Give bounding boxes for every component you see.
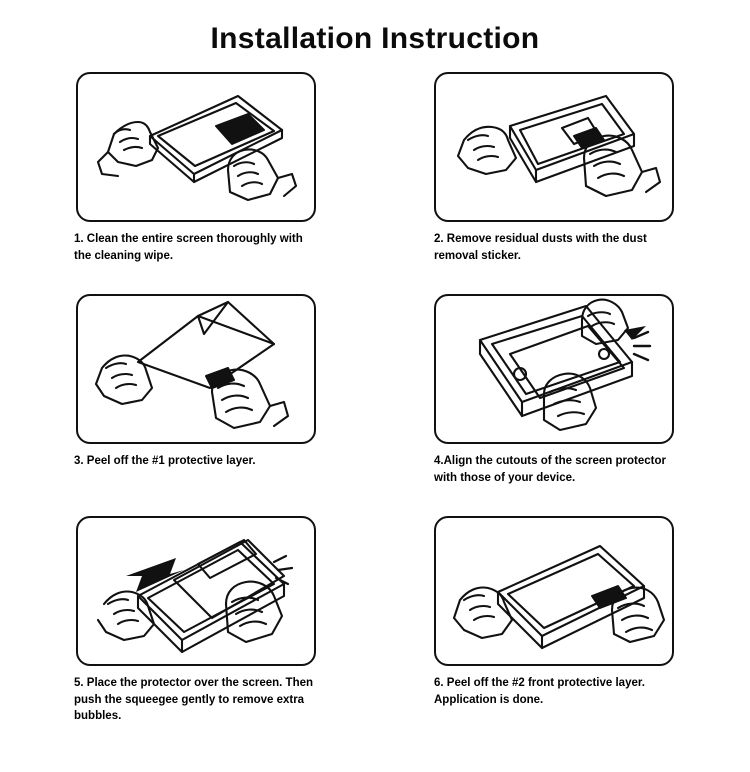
step-4 <box>380 294 728 516</box>
step-5-illustration-panel <box>76 516 316 666</box>
hands-aligning-protector-icon <box>436 296 672 442</box>
step-5-caption: 5. Place the protector over the screen. Then push the squeegee gently to remove extra bubbles. <box>74 677 314 723</box>
hands-peeling-film-icon <box>78 296 314 442</box>
step-2-illustration-panel <box>434 72 674 222</box>
step-3-caption: 3. Peel off the #1 protective layer. <box>74 455 256 467</box>
step-2 <box>380 72 728 294</box>
instruction-sheet <box>0 22 750 772</box>
step-3-illustration-panel <box>76 294 316 444</box>
step-2-caption: 2. Remove residual dusts with the dust removal sticker. <box>434 233 647 262</box>
step-4-illustration-panel <box>434 294 674 444</box>
hand-applying-dust-sticker-icon <box>436 74 672 220</box>
hand-peeling-front-layer-icon <box>436 518 672 664</box>
steps-grid <box>0 72 750 738</box>
step-1-illustration-panel <box>76 72 316 222</box>
step-4-caption: 4.Align the cutouts of the screen protector with those of your device. <box>434 455 666 484</box>
step-5 <box>22 516 370 738</box>
step-6-illustration-panel <box>434 516 674 666</box>
step-6-caption: 6. Peel off the #2 front protective layer. Application is done. <box>434 677 645 706</box>
step-3 <box>22 294 370 516</box>
step-6 <box>380 516 728 738</box>
step-1 <box>22 72 370 294</box>
squeegee-pushing-bubbles-icon <box>78 518 314 664</box>
hands-holding-tablet-with-wipe-icon <box>78 74 314 220</box>
step-1-caption: 1. Clean the entire screen thoroughly with the cleaning wipe. <box>74 233 303 262</box>
page-title: Installation Instruction <box>210 22 540 55</box>
